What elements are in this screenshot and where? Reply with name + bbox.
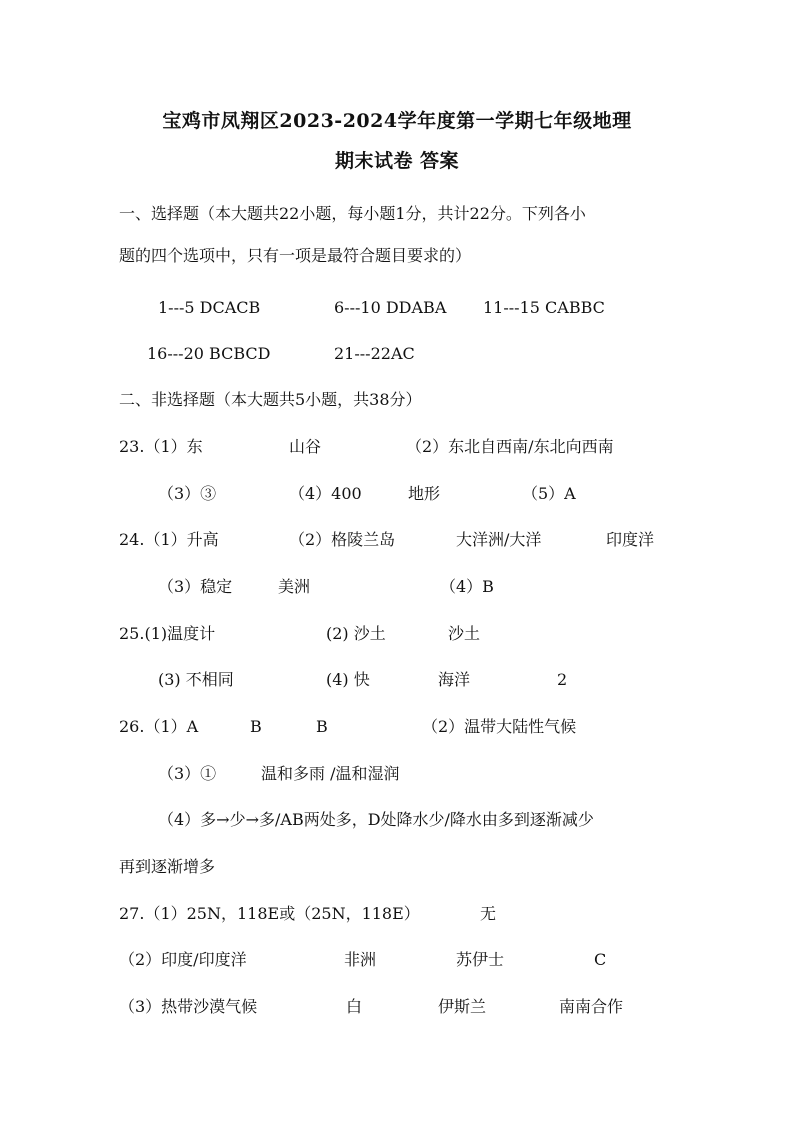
answer-line-5-segment-0: 23.（1）东 <box>119 437 203 456</box>
answer-line-17-segment-2: 伊斯兰 <box>438 997 487 1016</box>
answer-line-17-segment-3: 南南合作 <box>559 997 624 1016</box>
answer-line-7-segment-0: 24.（1）升高 <box>119 530 219 549</box>
answer-line-6-segment-3: （5）A <box>522 484 576 503</box>
answer-line-0-segment-0: 一、选择题（本大题共22小题，每小题1分，共计22分。下列各小 <box>119 204 586 223</box>
answer-line-8-segment-1: 美洲 <box>278 577 311 596</box>
answer-line-8-segment-2: （4）B <box>440 577 494 596</box>
answer-line-11-segment-1: B <box>250 717 262 736</box>
answer-line-15-segment-1: 无 <box>480 904 497 923</box>
answer-line-6-segment-2: 地形 <box>408 484 441 503</box>
answer-line-12-segment-1: 温和多雨 /温和湿润 <box>261 764 400 783</box>
answer-line-2-segment-1: 6---10 DDABA <box>334 298 447 317</box>
document-title: 宝鸡市凤翔区2023-2024学年度第一学期七年级地理 <box>162 110 632 132</box>
answer-line-7-segment-1: （2）格陵兰岛 <box>289 530 396 549</box>
answer-line-5-segment-1: 山谷 <box>289 437 322 456</box>
answer-line-3-segment-1: 21---22AC <box>334 344 415 363</box>
answer-line-4-segment-0: 二、非选择题（本大题共5小题，共38分） <box>119 390 422 409</box>
answer-line-10-segment-0: (3) 不相同 <box>158 670 234 689</box>
answer-line-11-segment-2: B <box>316 717 328 736</box>
answer-line-14-segment-0: 再到逐渐增多 <box>119 857 216 876</box>
answer-line-17-segment-1: 白 <box>346 997 363 1016</box>
answer-line-10-segment-1: (4) 快 <box>326 670 370 689</box>
answer-line-5-segment-2: （2）东北自西南/东北向西南 <box>406 437 614 456</box>
document-subtitle: 期末试卷 答案 <box>334 150 460 172</box>
answer-line-13-segment-0: （4）多→少→多/AB两处多，D处降水少/降水由多到逐渐减少 <box>158 810 594 829</box>
answer-line-8-segment-0: （3）稳定 <box>158 577 233 596</box>
answer-line-17-segment-0: （3）热带沙漠气候 <box>119 997 258 1016</box>
answer-line-10-segment-3: 2 <box>557 670 568 689</box>
answer-line-6-segment-0: （3）③ <box>158 484 217 503</box>
answer-line-9-segment-2: 沙土 <box>448 624 481 643</box>
answer-line-7-segment-3: 印度洋 <box>606 530 655 549</box>
answer-line-12-segment-0: （3）① <box>158 764 217 783</box>
answer-line-9-segment-1: (2) 沙土 <box>326 624 386 643</box>
answer-line-15-segment-0: 27.（1）25N，118E或（25N，118E） <box>119 904 420 923</box>
answer-line-7-segment-2: 大洋洲/大洋 <box>456 530 542 549</box>
answer-line-3-segment-0: 16---20 BCBCD <box>147 344 271 363</box>
answer-line-2-segment-0: 1---5 DCACB <box>158 298 261 317</box>
answer-line-10-segment-2: 海洋 <box>438 670 471 689</box>
answer-line-11-segment-3: （2）温带大陆性气候 <box>422 717 577 736</box>
answer-line-1-segment-0: 题的四个选项中，只有一项是最符合题目要求的） <box>119 246 472 265</box>
answer-line-2-segment-2: 11---15 CABBC <box>483 298 605 317</box>
answer-line-16-segment-2: 苏伊士 <box>456 950 505 969</box>
answer-line-16-segment-3: C <box>594 950 607 969</box>
answer-line-11-segment-0: 26.（1）A <box>119 717 199 736</box>
answer-line-6-segment-1: （4）400 <box>289 484 362 503</box>
answer-line-16-segment-0: （2）印度/印度洋 <box>119 950 247 969</box>
answer-line-16-segment-1: 非洲 <box>344 950 377 969</box>
answer-line-9-segment-0: 25.(1)温度计 <box>119 624 216 643</box>
